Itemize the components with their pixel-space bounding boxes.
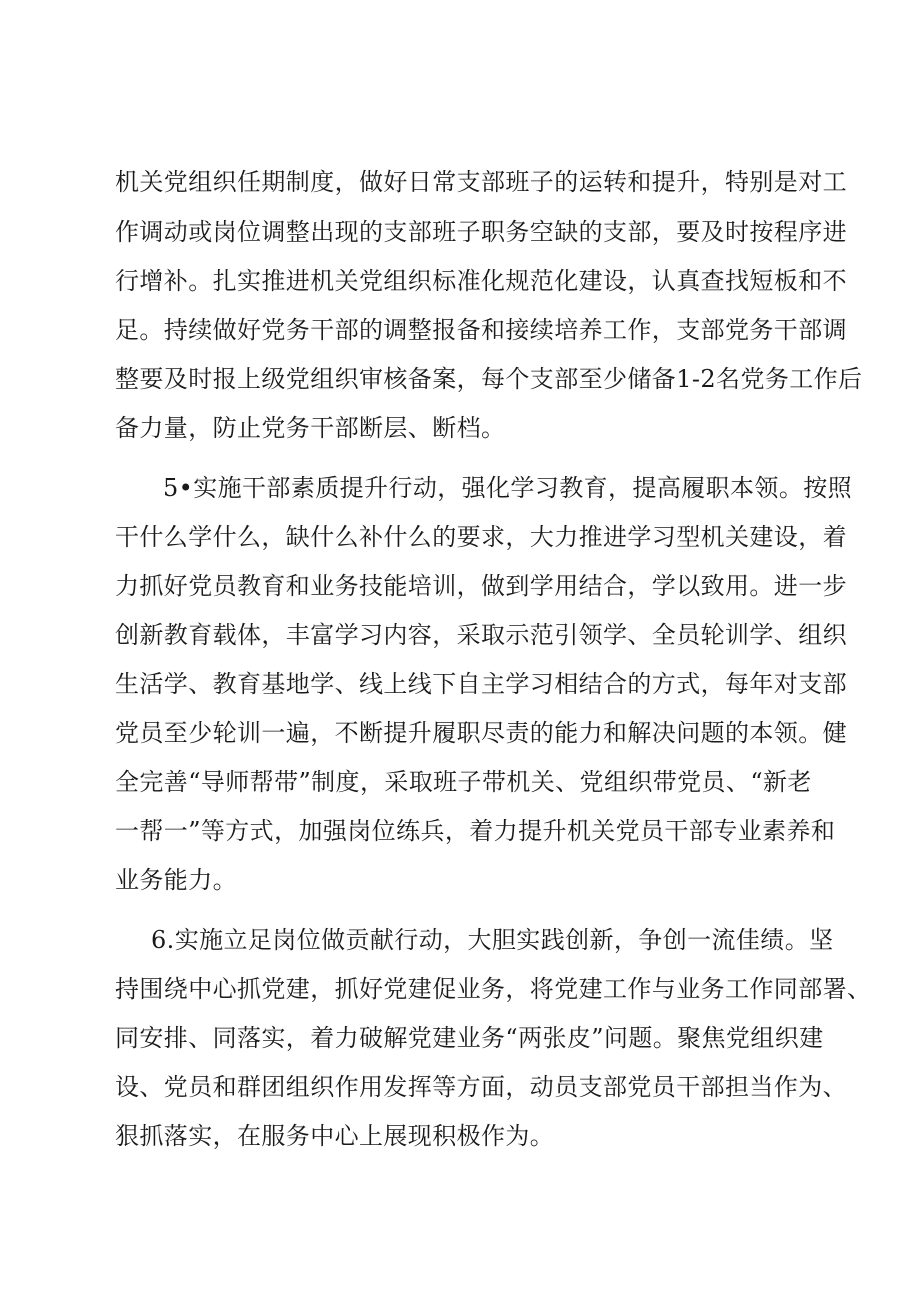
text-line: 作调动或岗位调整出现的支部班子职务空缺的支部，要及时按程序进 — [115, 218, 847, 246]
text-line: 足。持续做好党务干部的调整报备和接续培养工作，支部党务干部调 — [115, 316, 847, 344]
text-line: 设、党员和群团组织作用发挥等方面，动员支部党员干部担当作为、 — [115, 1073, 847, 1101]
text-line: 整要及时报上级党组织审核备案，每个支部至少储备1-2名党务工作后 — [115, 365, 863, 393]
text-line: 生活学、教育基地学、线上线下自主学习相结合的方式，每年对支部 — [115, 670, 847, 698]
text-line: 狠抓落实，在服务中心上展现积极作为。 — [115, 1122, 555, 1150]
text-line: 干什么学什么，缺什么补什么的要求，大力推进学习型机关建设，着 — [115, 523, 847, 551]
text-line: 备力量，防止党务干部断层、断档。 — [115, 414, 506, 442]
text-line: 党员至少轮训一遍，不断提升履职尽责的能力和解决问题的本领。健 — [115, 719, 847, 747]
text-line: 行增补。扎实推进机关党组织标准化规范化建设，认真查找短板和不 — [115, 267, 847, 295]
text-line: 全完善“导师帮带”制度，采取班子带机关、党组织带党员、“新老 — [115, 768, 812, 796]
text-line: 机关党组织任期制度，做好日常支部班子的运转和提升，特别是对工 — [115, 168, 847, 196]
text-line: 力抓好党员教育和业务技能培训，做到学用结合，学以致用。进一步 — [115, 572, 847, 600]
text-line: 5•实施干部素质提升行动，强化学习教育，提高履职本领。按照 — [163, 474, 853, 502]
text-line: 持围绕中心抓党建，抓好党建促业务，将党建工作与业务工作同部署、 — [115, 975, 872, 1003]
text-line: 6.实施立足岗位做贡献行动，大胆实践创新，争创一流佳绩。坚 — [151, 926, 834, 954]
text-line: 一帮一”等方式，加强岗位练兵，着力提升机关党员干部专业素养和 — [115, 817, 836, 845]
text-line: 创新教育载体，丰富学习内容，采取示范引领学、全员轮训学、组织 — [115, 621, 847, 649]
text-line: 业务能力。 — [115, 866, 237, 894]
text-line: 同安排、同落实，着力破解党建业务“两张皮”问题。聚焦党组织建 — [115, 1024, 824, 1052]
